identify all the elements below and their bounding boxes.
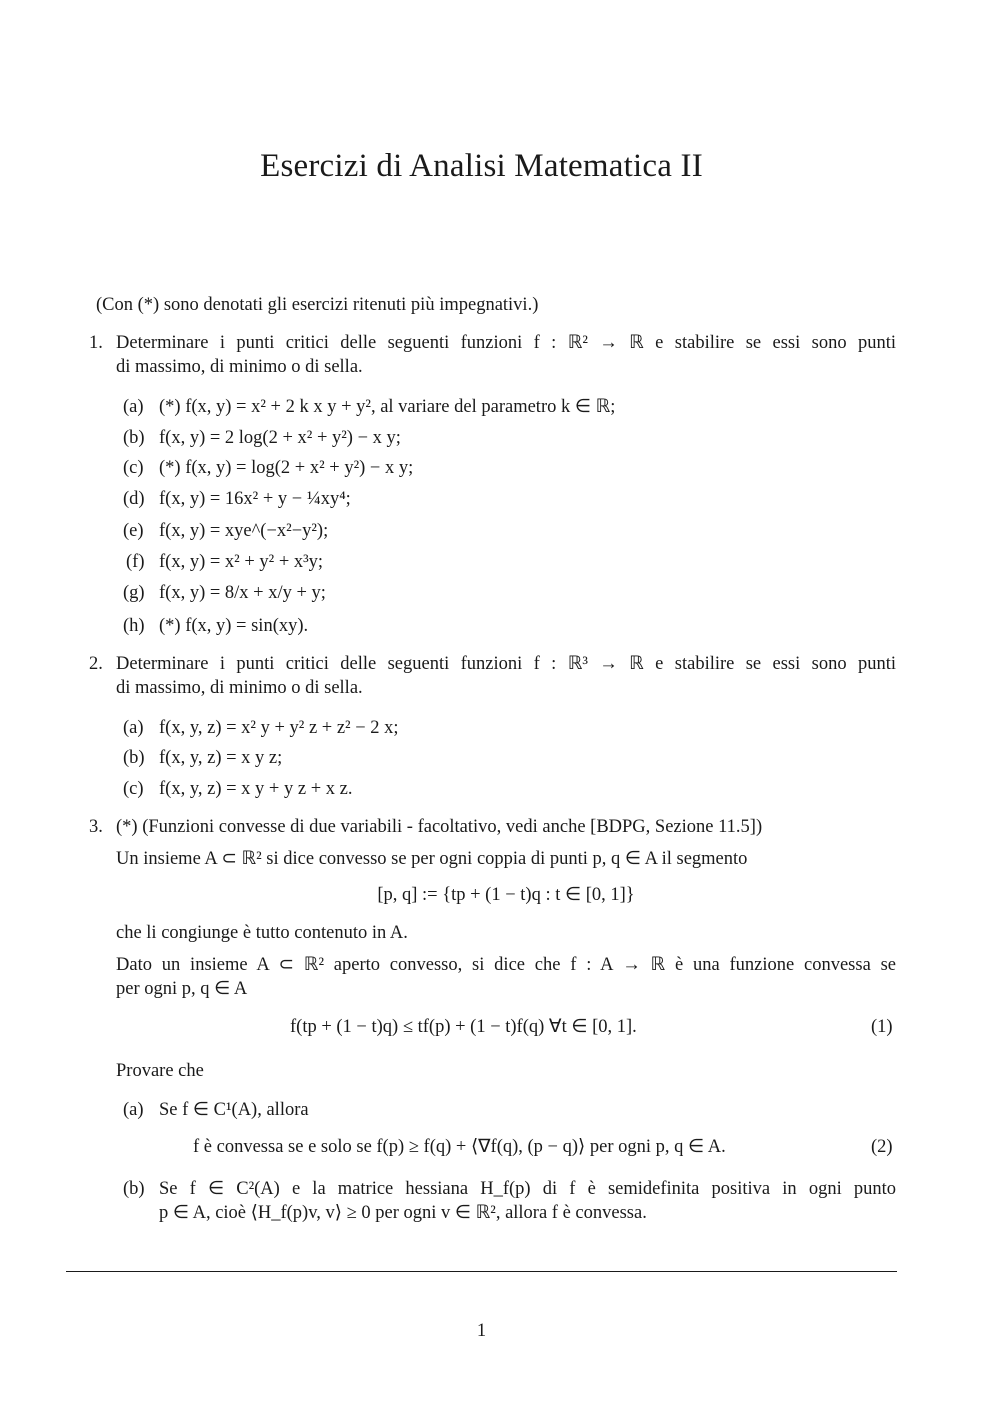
exercise-3-paragraph-1: Un insieme A ⊂ ℝ² si dice convesso se per ogni coppia di punti p, q ∈ A il segmento [116,849,748,869]
ex1-item-text: f(x, y) = 16x² + y − ¼xy⁴; [159,489,351,509]
ex1-item-text: f(x, y) = xye^(−x²−y²); [159,521,329,541]
ex1-item-label: (g) [123,583,145,603]
segment-definition: [p, q] := {tp + (1 − t)q : t ∈ [0, 1]} [377,885,635,905]
exercise-3-paragraph-3-line2: per ogni p, q ∈ A [116,979,248,999]
exercise-1-number: 1. [89,333,103,353]
ex2-item-text: f(x, y, z) = x y z; [159,748,283,768]
exercise-1-text-line1: Determinare i punti critici delle seguenti funzioni f : ℝ² → ℝ e stabilire se essi sono punti [116,333,896,353]
document-title: Esercizi di Analisi Matematica II [260,148,703,184]
ex1-item-text: f(x, y) = 8/x + x/y + y; [159,583,326,603]
equation-2-number: (2) [871,1137,893,1157]
equation-1-number: (1) [871,1017,893,1037]
ex3-item-a-text: Se f ∈ C¹(A), allora [159,1100,309,1120]
equation-2: f è convessa se e solo se f(p) ≥ f(q) + ⟨∇f(q), (p − q)⟩ per ogni p, q ∈ A. [193,1137,726,1157]
ex3-item-a-label: (a) [123,1100,144,1120]
ex2-item-label: (c) [123,779,144,799]
ex3-item-b-text-line1: Se f ∈ C²(A) e la matrice hessiana H_f(p) di f è semidefinita positiva in ogni punto [159,1179,896,1199]
exercise-3-paragraph-2: che li congiunge è tutto contenuto in A. [116,923,408,943]
ex3-item-b-label: (b) [123,1179,145,1199]
prove-that: Provare che [116,1061,204,1081]
exercise-2-text-line1: Determinare i punti critici delle seguenti funzioni f : ℝ³ → ℝ e stabilire se essi sono punti [116,654,896,674]
ex1-item-label: (a) [123,397,144,417]
intro-note: (Con (*) sono denotati gli esercizi ritenuti più impegnativi.) [96,295,539,315]
ex2-item-label: (b) [123,748,145,768]
ex1-item-label: (d) [123,489,145,509]
exercise-3-paragraph-3-line1: Dato un insieme A ⊂ ℝ² aperto convesso, si dice che f : A → ℝ è una funzione convessa se [116,955,896,975]
footer-rule [66,1271,897,1272]
ex1-item-label: (c) [123,458,144,478]
ex2-item-text: f(x, y, z) = x² y + y² z + z² − 2 x; [159,718,399,738]
exercise-2-text-line2: di massimo, di minimo o di sella. [116,678,363,698]
exercise-1-text-line2: di massimo, di minimo o di sella. [116,357,363,377]
ex3-item-b-text-line2: p ∈ A, cioè ⟨H_f(p)v, v⟩ ≥ 0 per ogni v ∈ ℝ², allora f è convessa. [159,1203,647,1223]
exercise-3-heading: (*) (Funzioni convesse di due variabili - facoltativo, vedi anche [BDPG, Sezione 11.5]) [116,817,763,837]
ex2-item-text: f(x, y, z) = x y + y z + x z. [159,779,353,799]
ex1-item-text: f(x, y) = x² + y² + x³y; [159,552,324,572]
ex1-item-label: (e) [123,521,144,541]
page-number: 1 [476,1321,487,1341]
ex2-item-label: (a) [123,718,144,738]
exercise-2-number: 2. [89,654,103,674]
ex1-item-text: (*) f(x, y) = sin(xy). [159,616,309,636]
ex1-item-label: (h) [123,616,145,636]
ex1-item-label: (b) [123,428,145,448]
ex1-item-text: (*) f(x, y) = x² + 2 k x y + y², al variare del parametro k ∈ ℝ; [159,397,616,417]
equation-1: f(tp + (1 − t)q) ≤ tf(p) + (1 − t)f(q) ∀t ∈ [0, 1]. [290,1017,637,1037]
ex1-item-label: (f) [126,552,145,572]
exercise-3-number: 3. [89,817,103,837]
ex1-item-text: (*) f(x, y) = log(2 + x² + y²) − x y; [159,458,414,478]
ex1-item-text: f(x, y) = 2 log(2 + x² + y²) − x y; [159,428,401,448]
